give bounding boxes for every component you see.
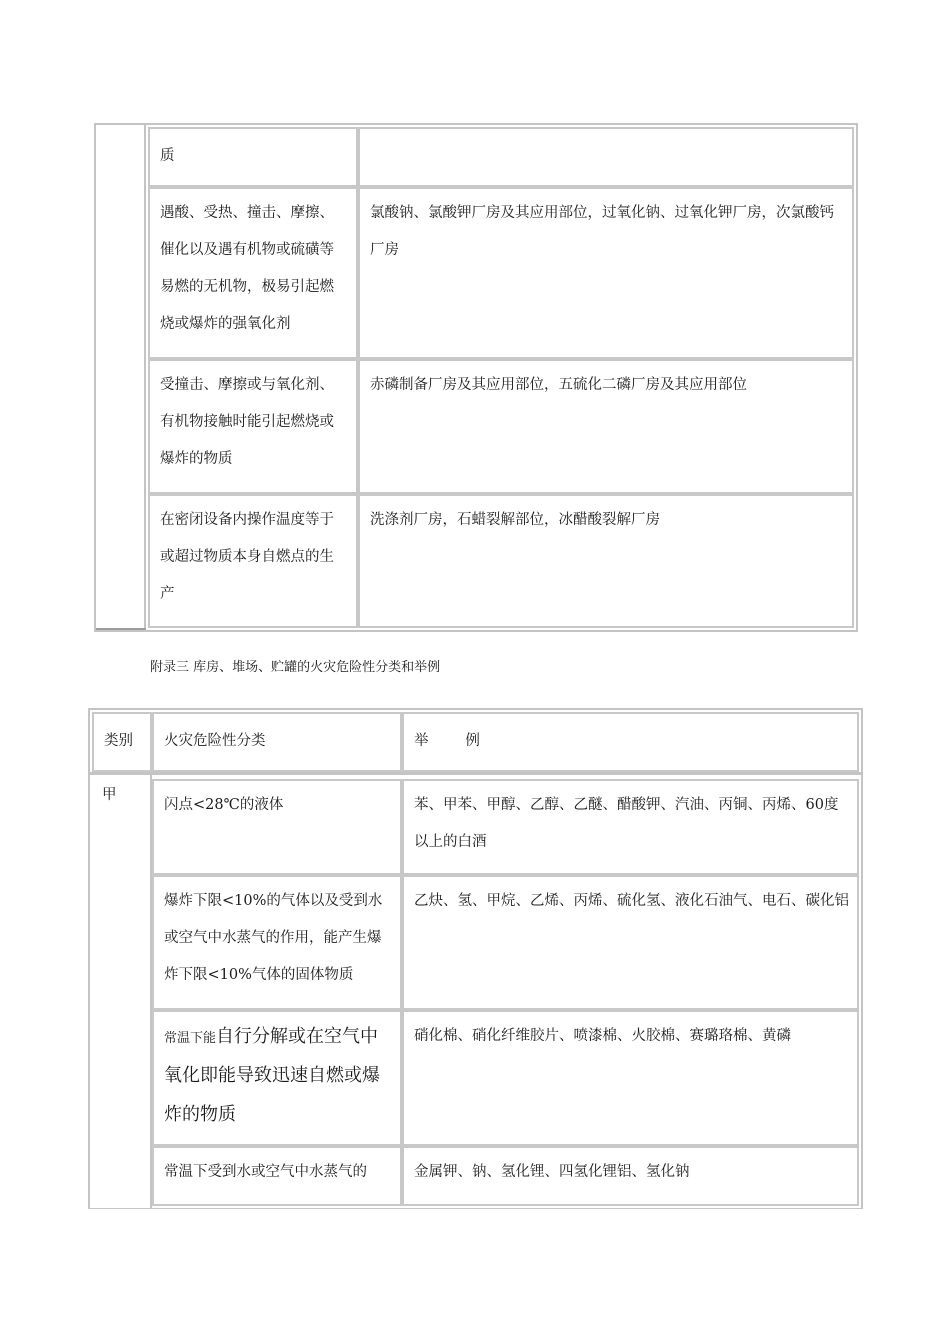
header-classification-label: 火灾危险性分类: [164, 733, 266, 749]
table-cell-nature: [148, 127, 358, 187]
header-cell-classification: [152, 712, 402, 772]
cell-text: [164, 1018, 392, 1135]
table-cell-nature: [148, 187, 358, 359]
table-cell-example: [402, 1010, 859, 1146]
cell-text: 乙炔、氢、甲烷、乙烯、丙烯、硫化氢、液化石油气、电石、碳化铝: [414, 893, 849, 909]
table-cell-classification: [152, 1010, 402, 1146]
table-cell-classification: [152, 1146, 402, 1206]
table-cell-example: [402, 779, 859, 875]
cell-text: 赤磷制备厂房及其应用部位，五硫化二磷厂房及其应用部位: [370, 377, 747, 393]
cell-text: 金属钾、钠、氢化锂、四氢化锂铝、氢化钠: [414, 1164, 690, 1180]
classification-prefix: 常温下能: [164, 1031, 217, 1046]
table-cell-classification: [152, 779, 402, 875]
cell-text: 爆炸下限<10%的气体以及受到水或空气中水蒸气的作用，能产生爆炸下限<10%气体的固体物质: [164, 893, 383, 983]
cell-text: 常温下受到水或空气中水蒸气的: [164, 1164, 367, 1180]
cell-text: 闪点<28℃的液体: [164, 797, 284, 813]
category-column-bottom-border: [96, 628, 146, 630]
table-header-storage: [88, 708, 863, 774]
table-bottom-border: [90, 1208, 861, 1209]
table-cell-example: [358, 494, 854, 628]
header-cell-example: [402, 712, 859, 772]
category-column: [90, 775, 152, 1209]
header-cell-category: [92, 712, 152, 772]
cell-text: 苯、甲苯、甲醇、乙醇、乙醚、醋酸钾、汽油、丙铜、丙烯、60度以上的白酒: [414, 797, 839, 850]
cell-text: 质: [160, 148, 175, 164]
table-cell-example: [358, 359, 854, 494]
table-cell-nature: [148, 359, 358, 494]
cell-text: 受撞击、摩擦或与氧化剂、有机物接触时能引起燃烧或爆炸的物质: [160, 377, 334, 467]
table-body-storage: [88, 773, 863, 1209]
table-cell-example: [358, 127, 854, 187]
category-column: [96, 125, 146, 630]
cell-text: 氯酸钠、氯酸钾厂房及其应用部位，过氧化钠、过氧化钾厂房，次氯酸钙厂房: [370, 205, 834, 258]
category-label: 甲: [102, 787, 117, 803]
cell-text: 洗涤剂厂房，石蜡裂解部位，冰醋酸裂解厂房: [370, 512, 660, 528]
table-cell-example: [402, 1146, 859, 1206]
table-cell-example: [402, 875, 859, 1010]
cell-text: 在密闭设备内操作温度等于或超过物质本身自燃点的生产: [160, 512, 334, 602]
table-cell-classification: [152, 875, 402, 1010]
header-category-label: 类别: [104, 733, 133, 749]
cell-text: 遇酸、受热、撞击、摩擦、催化以及遇有机物或硫磺等易燃的无机物，极易引起燃烧或爆炸的强氧化剂: [160, 205, 334, 332]
header-example-label: 举 例: [414, 733, 480, 749]
table-cell-example: [358, 187, 854, 359]
table-cell-nature: [148, 494, 358, 628]
appendix-caption: 附录三 库房、堆场、贮罐的火灾危险性分类和举例: [150, 660, 441, 675]
table-fire-hazard-production: [94, 123, 858, 632]
cell-text: 硝化棉、硝化纤维胶片、喷漆棉、火胶棉、赛璐珞棉、黄磷: [414, 1028, 791, 1044]
classification-rest: 自行分解或在空气中氧化即能导致迅速自燃或爆炸的物质: [164, 1026, 380, 1125]
